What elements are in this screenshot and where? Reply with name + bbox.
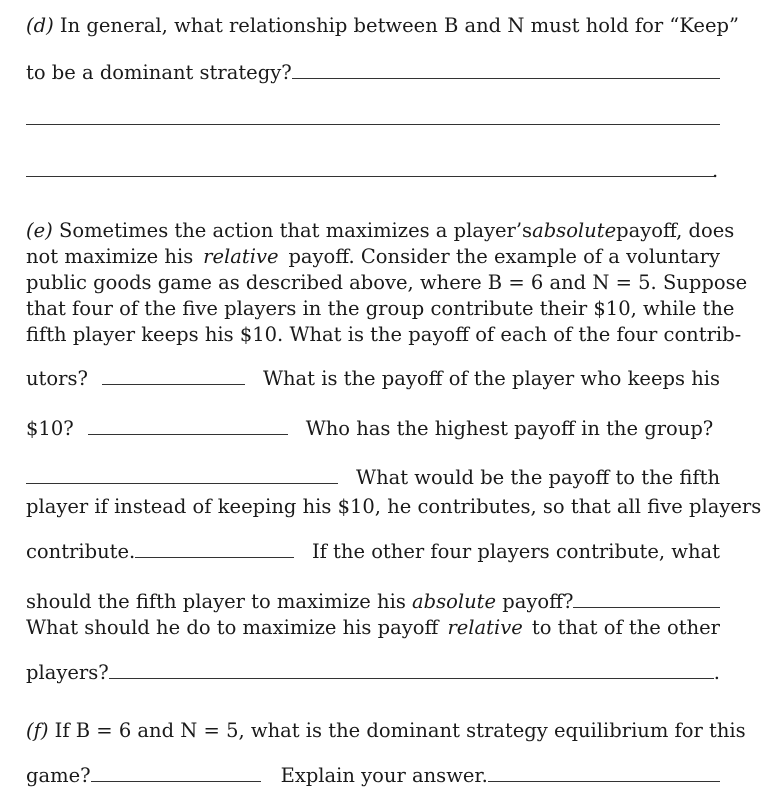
answer-blank-e3[interactable] [26,482,338,484]
answer-blank-e5[interactable] [573,606,720,608]
text-segment: What should he do to maximize his payoff [26,616,439,639]
text-segment: If the other four players contribute, what [311,540,720,563]
text-segment: What would be the payoff to the fifth [356,466,720,489]
question-f-line2 [26,764,720,788]
text-segment: Who has the highest payoff in the group? [305,417,714,440]
text-segment: If B = 6 and N = 5, what is the dominant strategy equilibrium for this [54,719,746,742]
question-e-line4: that four of the five players in the group contribute their $10, while the [26,297,735,320]
text-segment: not maximize his [26,245,194,268]
text-segment: payoff. Consider the example of a voluntary [288,245,720,268]
question-d-line2 [26,61,720,85]
text-segment: payoff? [502,590,574,613]
answer-end-period-e: . [713,661,720,684]
text-segment: should the fifth player to maximize his [26,590,406,613]
text-segment: What is the payoff of the player who keeps his [262,367,720,390]
emphasis-relative: relative [203,245,279,268]
text-segment: payoff, does [616,219,735,242]
question-d-label: (d) [26,14,54,37]
question-d-line1 [26,14,739,38]
question-d-text1: In general, what relationship between B and N must hold for “Keep” [59,14,739,37]
text-segment: Explain your answer. [280,764,488,787]
question-e-line3: public goods game as described above, where B = 6 and N = 5. Suppose [26,271,748,294]
question-e-label: (e) [26,219,53,242]
question-f-label: (f) [26,719,49,742]
answer-blank-f2[interactable] [488,780,720,782]
question-e-line9: player if instead of keeping his $10, he contributes, so that all five players [26,495,762,518]
question-e-line13 [26,661,720,685]
emphasis-absolute: absolute [532,219,617,242]
text-segment: Sometimes the action that maximizes a player’s [58,219,533,242]
answer-blank-e6[interactable] [109,677,714,679]
question-e-line2 [26,245,720,269]
answer-blank-d1[interactable] [292,77,720,79]
answer-blank-d2[interactable] [26,124,720,125]
text-segment: utors? [26,367,88,390]
question-e-line1 [26,219,735,243]
emphasis-relative: relative [447,616,523,639]
question-e-line7 [26,417,720,441]
question-e-line6 [26,367,720,391]
question-f-line1 [26,719,746,743]
question-e-line8 [26,466,720,490]
answer-blank-d3[interactable] [26,176,714,177]
text-segment: game? [26,764,91,787]
question-e-line11 [26,590,720,614]
answer-blank-e1[interactable] [102,383,245,385]
emphasis-absolute: absolute [412,590,497,613]
answer-blank-e4[interactable] [135,556,294,558]
question-e-line12 [26,616,720,640]
text-segment: $10? [26,417,74,440]
answer-end-period-d: . [712,159,719,182]
answer-blank-e2[interactable] [88,433,288,435]
question-d-text2: to be a dominant strategy? [26,61,292,84]
text-segment: players? [26,661,109,684]
question-e-line10 [26,540,720,564]
text-segment: to that of the other [531,616,720,639]
question-e-line5: fifth player keeps his $10. What is the payoff of each of the four contrib- [26,323,742,346]
text-segment: contribute. [26,540,136,563]
answer-blank-f1[interactable] [91,780,261,782]
